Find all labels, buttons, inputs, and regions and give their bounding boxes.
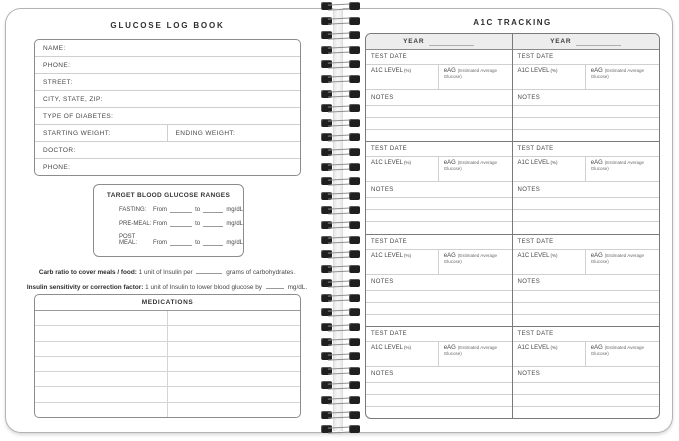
coil-hole-right xyxy=(349,46,360,54)
coil-hole-right xyxy=(349,279,360,287)
test-date-row xyxy=(366,235,512,250)
year-fill-in-blank xyxy=(429,38,474,46)
unit-label: mg/dL xyxy=(226,207,243,213)
spiral-coil xyxy=(321,411,360,419)
spiral-coil xyxy=(321,221,360,229)
ending-weight-cell xyxy=(168,125,301,141)
a1c-level-cell xyxy=(366,250,439,274)
a1c-entry-block xyxy=(513,142,660,234)
notes-row xyxy=(366,367,512,383)
year-column-left xyxy=(366,34,513,418)
a1c-table xyxy=(365,33,660,419)
spiral-coil xyxy=(321,148,360,156)
levels-row xyxy=(366,342,512,367)
spiral-coil xyxy=(321,2,360,10)
coil-hole-right xyxy=(349,236,360,244)
spiral-coil xyxy=(321,236,360,244)
blank-row xyxy=(366,222,512,233)
notes-label: NOTES xyxy=(371,279,394,285)
levels-row xyxy=(366,157,512,182)
blank-row xyxy=(513,198,660,210)
blank-row xyxy=(366,198,512,210)
range-row-fasting xyxy=(119,206,243,213)
fill-in-blank xyxy=(266,282,284,289)
spiral-coil xyxy=(321,31,360,39)
notes-label: NOTES xyxy=(517,279,541,285)
medication-cell xyxy=(35,311,168,325)
year-column-right xyxy=(513,34,660,418)
to-label: to xyxy=(195,240,201,246)
a1c-entry-block xyxy=(366,235,512,327)
blank-row xyxy=(366,395,512,407)
spiral-coil xyxy=(321,352,360,360)
test-date-label: TEST DATE xyxy=(517,238,554,245)
levels-row xyxy=(513,157,660,182)
a1c-level-label: A1C LEVEL xyxy=(371,344,404,351)
test-date-row xyxy=(513,142,660,157)
medications-table xyxy=(34,294,301,418)
info-row-phone xyxy=(35,57,300,74)
from-label: From xyxy=(153,221,168,227)
coil-hole-right xyxy=(349,381,360,389)
insulin-sensitivity-lead: Insulin sensitivity or correction factor: xyxy=(26,284,144,291)
medication-cell xyxy=(35,326,168,340)
medication-cell xyxy=(168,326,301,340)
year-fill-in-blank xyxy=(576,38,621,46)
notes-row xyxy=(513,90,660,106)
eag-label: eAG xyxy=(590,68,603,74)
field-label: TYPE OF DIABETES: xyxy=(43,112,114,120)
coil-hole-right xyxy=(349,2,360,10)
test-date-label: TEST DATE xyxy=(371,146,408,153)
levels-row xyxy=(513,65,660,90)
a1c-level-label: A1C LEVEL xyxy=(371,160,404,167)
notes-row xyxy=(513,182,660,198)
spiral-coil xyxy=(321,133,360,141)
spiral-coil xyxy=(321,206,360,214)
spiral-binding xyxy=(321,2,360,439)
spiral-coil xyxy=(321,265,360,273)
fill-in-blank xyxy=(203,239,223,246)
field-label: ENDING WEIGHT: xyxy=(175,129,236,137)
a1c-entry-block xyxy=(513,327,660,418)
blank-row xyxy=(513,407,660,418)
medication-row xyxy=(35,342,300,357)
eag-cell xyxy=(439,157,512,181)
year-header xyxy=(513,34,660,50)
info-row-street xyxy=(35,74,300,91)
coil-hole-right xyxy=(349,104,360,112)
to-label: to xyxy=(195,221,201,227)
notes-label: NOTES xyxy=(517,94,541,101)
eag-detail-label: (Estimated Average Glucose) xyxy=(590,160,644,172)
spiral-coil xyxy=(321,192,360,200)
eag-label: eAG xyxy=(590,252,603,259)
blank-row xyxy=(513,210,660,222)
eag-cell xyxy=(439,250,512,274)
notes-row xyxy=(366,275,512,291)
a1c-entry-block xyxy=(366,327,512,418)
test-date-label: TEST DATE xyxy=(517,54,554,60)
medication-cell xyxy=(35,357,168,371)
eag-cell xyxy=(586,65,659,89)
info-row-name xyxy=(35,40,300,57)
notes-row xyxy=(366,90,512,106)
eag-detail-label: (Estimated Average Glucose) xyxy=(590,344,644,356)
blank-row xyxy=(513,118,660,130)
info-row-city-state-zip xyxy=(35,91,300,108)
test-date-row xyxy=(513,235,660,250)
eag-cell xyxy=(439,342,512,366)
notes-row xyxy=(513,275,660,291)
spiral-coil xyxy=(321,367,360,375)
info-row-weights xyxy=(35,125,300,142)
blank-row xyxy=(366,315,512,326)
coil-hole-right xyxy=(349,75,360,83)
range-label: FASTING: xyxy=(119,207,147,213)
eag-cell xyxy=(586,157,659,181)
field-label: CITY, STATE, ZIP: xyxy=(43,95,103,103)
test-date-row xyxy=(366,50,512,65)
blank-row xyxy=(513,130,660,141)
unit-label: mg/dL xyxy=(226,221,243,227)
field-label: PHONE: xyxy=(43,61,71,69)
coil-hole-right xyxy=(349,133,360,141)
spiral-coil xyxy=(321,46,360,54)
info-row-doctor-phone xyxy=(35,159,300,175)
a1c-entry-block xyxy=(513,235,660,327)
medication-cell xyxy=(35,403,168,417)
coil-hole-right xyxy=(349,119,360,127)
from-label: From xyxy=(153,207,168,213)
info-row-diabetes-type xyxy=(35,108,300,125)
notes-label: NOTES xyxy=(517,186,541,193)
test-date-row xyxy=(366,142,512,157)
spiral-coil xyxy=(321,308,360,316)
right-page xyxy=(340,8,673,433)
a1c-level-label: A1C LEVEL xyxy=(517,344,550,351)
test-date-label: TEST DATE xyxy=(371,54,408,60)
a1c-level-cell xyxy=(366,65,439,89)
from-label: From xyxy=(153,240,168,246)
spiral-coil xyxy=(321,119,360,127)
test-date-label: TEST DATE xyxy=(371,330,408,337)
medication-cell xyxy=(168,342,301,356)
a1c-level-cell xyxy=(366,342,439,366)
range-row-post-meal xyxy=(119,234,243,246)
range-label: POST MEAL: xyxy=(119,234,138,246)
field-label: STREET: xyxy=(43,78,73,86)
a1c-level-label: A1C LEVEL xyxy=(517,160,550,167)
coil-hole-right xyxy=(349,31,360,39)
spiral-coil xyxy=(321,17,360,25)
a1c-unit-label: (%) xyxy=(404,160,412,166)
notes-label: NOTES xyxy=(371,371,394,378)
blank-row xyxy=(366,291,512,303)
medication-cell xyxy=(35,387,168,401)
fill-in-blank xyxy=(203,220,223,227)
blank-row xyxy=(366,210,512,222)
coil-hole-right xyxy=(349,396,360,404)
starting-weight-cell xyxy=(35,125,168,141)
fill-in-blank xyxy=(170,220,192,227)
coil-hole-right xyxy=(349,221,360,229)
blank-row xyxy=(366,130,512,141)
a1c-level-label: A1C LEVEL xyxy=(371,252,404,259)
blank-row xyxy=(366,118,512,130)
notes-label: NOTES xyxy=(371,94,394,101)
contact-info-box xyxy=(34,39,301,176)
notes-row xyxy=(366,182,512,198)
spiral-coil xyxy=(321,90,360,98)
blank-row xyxy=(366,383,512,395)
blank-row xyxy=(513,383,660,395)
spiral-coil xyxy=(321,294,360,302)
spiral-coil xyxy=(321,250,360,258)
medication-cell xyxy=(168,403,301,417)
medication-cell xyxy=(168,372,301,386)
eag-cell xyxy=(586,250,659,274)
coil-hole-right xyxy=(349,294,360,302)
test-date-row xyxy=(366,327,512,342)
a1c-level-cell xyxy=(513,250,586,274)
coil-hole-right xyxy=(349,177,360,185)
field-label: STARTING WEIGHT: xyxy=(43,129,111,137)
blank-row xyxy=(366,303,512,315)
coil-hole-right xyxy=(349,148,360,156)
a1c-unit-label: (%) xyxy=(404,344,412,350)
blank-row xyxy=(513,303,660,315)
medications-rows xyxy=(35,311,300,417)
blank-row xyxy=(513,106,660,118)
medication-row xyxy=(35,387,300,402)
spiral-coil xyxy=(321,104,360,112)
eag-label: eAG xyxy=(590,160,603,167)
year-header xyxy=(366,34,512,50)
medication-row xyxy=(35,403,300,417)
a1c-blocks xyxy=(513,50,660,418)
target-ranges-title: TARGET BLOOD GLUCOSE RANGES xyxy=(106,192,231,199)
medication-cell xyxy=(168,311,301,325)
coil-hole-right xyxy=(349,17,360,25)
coil-hole-right xyxy=(349,192,360,200)
a1c-level-cell xyxy=(366,157,439,181)
a1c-unit-label: (%) xyxy=(404,68,412,73)
target-ranges-box xyxy=(93,184,244,257)
test-date-label: TEST DATE xyxy=(371,238,408,245)
notes-label: NOTES xyxy=(371,186,394,193)
eag-cell xyxy=(439,65,512,89)
notes-label: NOTES xyxy=(517,371,541,378)
coil-hole-right xyxy=(349,90,360,98)
a1c-unit-label: (%) xyxy=(550,344,558,350)
levels-row xyxy=(513,342,660,367)
spiral-coil xyxy=(321,396,360,404)
eag-label: eAG xyxy=(443,160,456,167)
range-row-pre-meal xyxy=(119,220,243,227)
a1c-unit-label: (%) xyxy=(404,252,412,258)
carb-ratio-text-end: grams of carbohydrates. xyxy=(226,269,296,276)
eag-detail-label: (Estimated Average Glucose) xyxy=(443,344,497,356)
blank-row xyxy=(513,315,660,326)
fill-in-blank xyxy=(196,267,222,274)
coil-hole-right xyxy=(349,323,360,331)
spiral-coil xyxy=(321,163,360,171)
a1c-level-cell xyxy=(513,342,586,366)
spiral-coil xyxy=(321,75,360,83)
info-row-doctor xyxy=(35,142,300,159)
medication-cell xyxy=(168,387,301,401)
blank-row xyxy=(513,395,660,407)
insulin-sensitivity-text: 1 unit of Insulin to lower blood glucose by xyxy=(145,284,263,291)
a1c-unit-label: (%) xyxy=(550,68,558,73)
field-label: PHONE: xyxy=(43,163,71,171)
insulin-sensitivity-line xyxy=(6,282,328,291)
blank-row xyxy=(366,106,512,118)
test-date-row xyxy=(513,50,660,65)
coil-hole-right xyxy=(349,411,360,419)
unit-label: mg/dL xyxy=(226,240,243,246)
eag-label: eAG xyxy=(443,252,456,259)
spiral-coil xyxy=(321,279,360,287)
right-page-title: A1C TRACKING xyxy=(473,18,552,27)
spiral-coil xyxy=(321,425,360,433)
medication-cell xyxy=(35,372,168,386)
a1c-level-cell xyxy=(513,157,586,181)
levels-row xyxy=(513,250,660,275)
coil-hole-right xyxy=(349,163,360,171)
eag-label: eAG xyxy=(443,344,456,351)
fill-in-blank xyxy=(170,206,192,213)
medication-cell xyxy=(35,342,168,356)
field-label: NAME: xyxy=(43,44,66,52)
a1c-blocks xyxy=(366,50,512,418)
coil-hole-right xyxy=(349,338,360,346)
eag-detail-label: (Estimated Average Glucose) xyxy=(443,68,497,79)
spiral-coil xyxy=(321,323,360,331)
carb-ratio-text: 1 unit of Insulin per xyxy=(138,269,193,276)
a1c-level-label: A1C LEVEL xyxy=(517,252,550,259)
levels-row xyxy=(366,250,512,275)
to-label: to xyxy=(195,207,201,213)
a1c-entry-block xyxy=(366,142,512,234)
coil-hole-right xyxy=(349,206,360,214)
eag-label: eAG xyxy=(590,344,603,351)
insulin-sensitivity-text-end: mg/dL. xyxy=(287,284,308,291)
a1c-level-label: A1C LEVEL xyxy=(517,68,550,74)
fill-in-blank xyxy=(203,206,223,213)
a1c-unit-label: (%) xyxy=(550,160,558,166)
year-label: YEAR xyxy=(550,38,572,45)
carb-ratio-lead: Carb ratio to cover meals / food: xyxy=(38,269,137,276)
coil-hole-right xyxy=(349,60,360,68)
left-page xyxy=(5,8,341,433)
coil-hole-right xyxy=(349,367,360,375)
test-date-label: TEST DATE xyxy=(517,330,554,337)
medication-row xyxy=(35,372,300,387)
eag-cell xyxy=(586,342,659,366)
medication-row xyxy=(35,326,300,341)
spiral-coil xyxy=(321,177,360,185)
field-label: DOCTOR: xyxy=(43,146,76,154)
a1c-level-cell xyxy=(513,65,586,89)
a1c-entry-block xyxy=(366,50,512,142)
spiral-coil xyxy=(321,338,360,346)
blank-row xyxy=(513,291,660,303)
medication-row xyxy=(35,357,300,372)
coil-hole-right xyxy=(349,250,360,258)
carb-ratio-line xyxy=(6,267,328,276)
test-date-row xyxy=(513,327,660,342)
coil-hole-right xyxy=(349,308,360,316)
coil-hole-right xyxy=(349,265,360,273)
eag-detail-label: (Estimated Average Glucose) xyxy=(590,68,644,79)
blank-row xyxy=(366,407,512,418)
left-page-title: GLUCOSE LOG BOOK xyxy=(110,21,225,30)
eag-detail-label: (Estimated Average Glucose) xyxy=(443,252,497,264)
spiral-coil xyxy=(321,381,360,389)
medication-row xyxy=(35,311,300,326)
eag-detail-label: (Estimated Average Glucose) xyxy=(443,160,497,172)
a1c-unit-label: (%) xyxy=(550,252,558,258)
blank-row xyxy=(513,222,660,233)
medication-cell xyxy=(168,357,301,371)
eag-detail-label: (Estimated Average Glucose) xyxy=(590,252,644,264)
notes-row xyxy=(513,367,660,383)
a1c-entry-block xyxy=(513,50,660,142)
spiral-coil xyxy=(321,60,360,68)
coil-hole-right xyxy=(349,352,360,360)
a1c-level-label: A1C LEVEL xyxy=(371,68,404,74)
year-label: YEAR xyxy=(403,38,425,45)
levels-row xyxy=(366,65,512,90)
medications-title: MEDICATIONS xyxy=(35,295,300,311)
test-date-label: TEST DATE xyxy=(517,146,554,153)
range-label: PRE-MEAL: xyxy=(119,221,152,227)
eag-label: eAG xyxy=(443,68,456,74)
coil-hole-right xyxy=(349,425,360,433)
fill-in-blank xyxy=(170,239,192,246)
